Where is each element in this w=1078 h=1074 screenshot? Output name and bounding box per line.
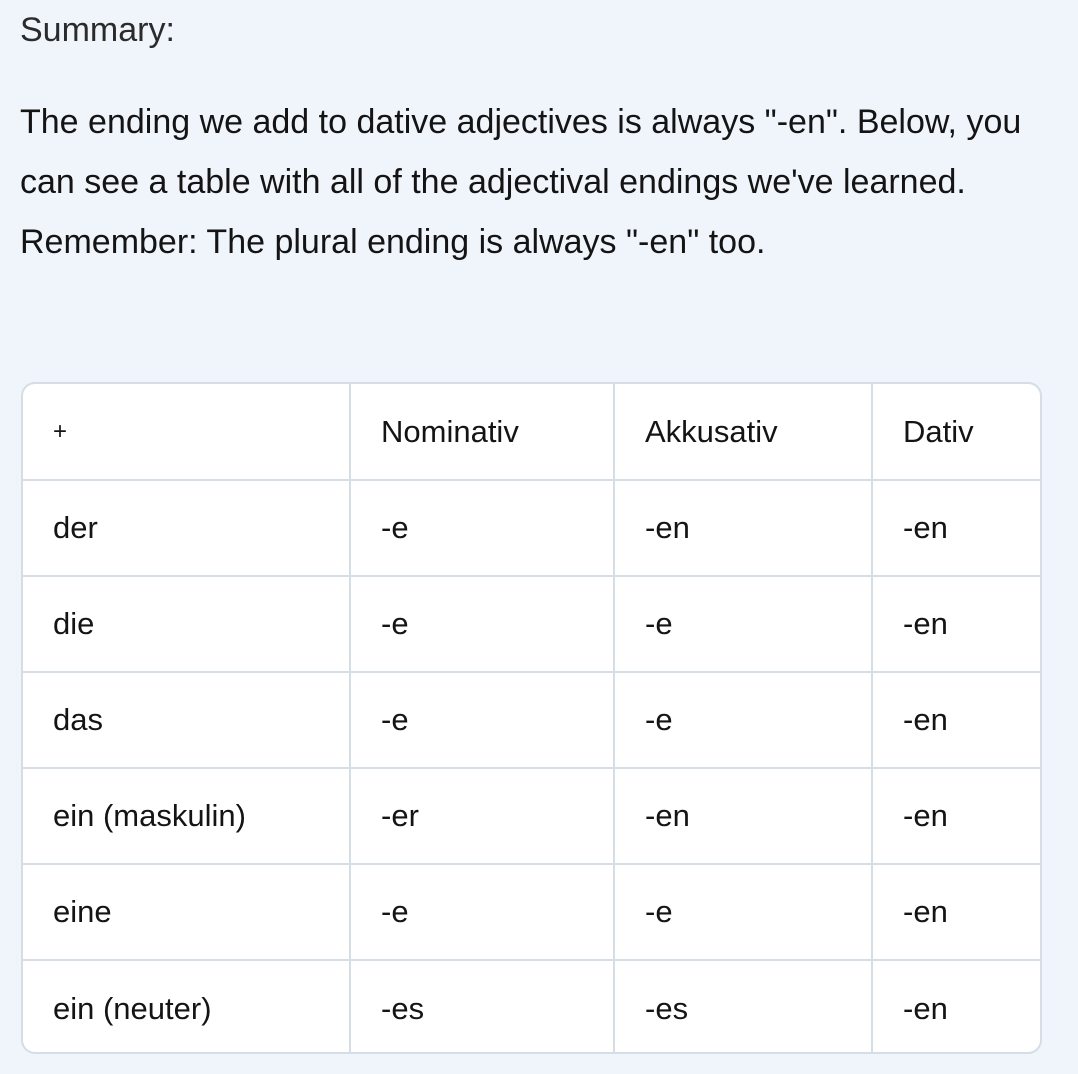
- table-header-row: [23, 384, 1040, 480]
- cell-dativ: -en: [872, 960, 1040, 1054]
- cell-nominativ: -e: [350, 480, 614, 576]
- adjective-endings-table: [23, 384, 1040, 1054]
- cell-akkusativ: -es: [614, 960, 872, 1054]
- row-article: die: [23, 576, 350, 672]
- cell-nominativ: -e: [350, 864, 614, 960]
- row-article: ein (maskulin): [23, 768, 350, 864]
- table-row: [23, 960, 1040, 1054]
- summary-label: Summary:: [20, 11, 175, 49]
- table-row: [23, 768, 1040, 864]
- header-akkusativ: Akkusativ: [614, 384, 872, 480]
- cell-nominativ: -e: [350, 576, 614, 672]
- row-article: der: [23, 480, 350, 576]
- header-dativ: Dativ: [872, 384, 1040, 480]
- header-nominativ: Nominativ: [350, 384, 614, 480]
- table-row: [23, 672, 1040, 768]
- cell-dativ: -en: [872, 672, 1040, 768]
- summary-paragraph: The ending we add to dative adjectives is always "-en". Below, you can see a table with all of the adjectival endings we've learned. Remember: The plural ending is always "-en" too.: [20, 103, 1022, 261]
- cell-dativ: -en: [872, 576, 1040, 672]
- cell-nominativ: -es: [350, 960, 614, 1054]
- cell-dativ: -en: [872, 768, 1040, 864]
- cell-akkusativ: -e: [614, 576, 872, 672]
- table-row: [23, 864, 1040, 960]
- cell-akkusativ: -en: [614, 480, 872, 576]
- cell-dativ: -en: [872, 480, 1040, 576]
- cell-akkusativ: -en: [614, 768, 872, 864]
- cell-nominativ: -er: [350, 768, 614, 864]
- cell-akkusativ: -e: [614, 672, 872, 768]
- row-article: das: [23, 672, 350, 768]
- row-article: ein (neuter): [23, 960, 350, 1054]
- header-corner: +: [23, 384, 350, 480]
- cell-dativ: -en: [872, 864, 1040, 960]
- adjective-endings-table-container: [21, 382, 1042, 1054]
- table-row: [23, 576, 1040, 672]
- table-row: [23, 480, 1040, 576]
- cell-akkusativ: -e: [614, 864, 872, 960]
- cell-nominativ: -e: [350, 672, 614, 768]
- row-article: eine: [23, 864, 350, 960]
